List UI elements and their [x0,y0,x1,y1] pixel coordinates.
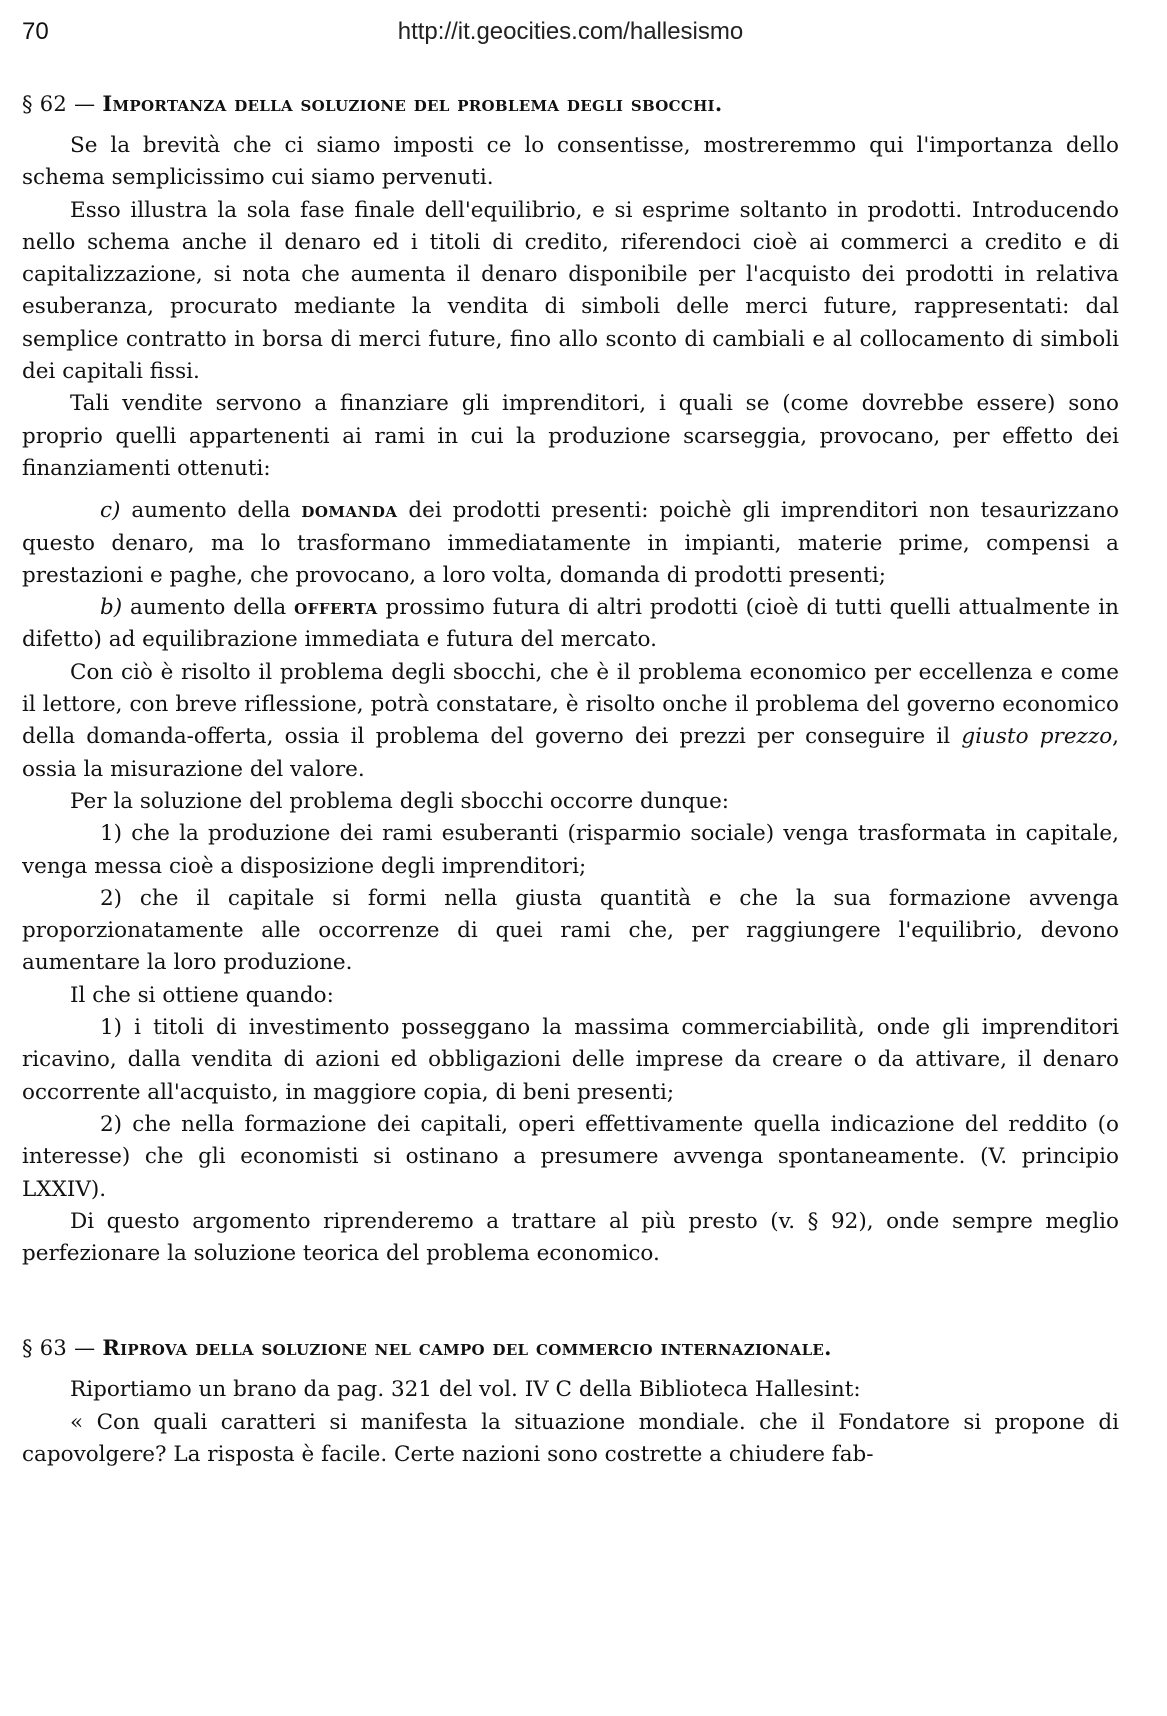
section-63-number: § 63 — [22,1336,96,1361]
paragraph: Esso illustra la sola fase finale dell'equilibrio, e si esprime soltanto in prodotti. Introducendo nello schema anche il denaro ed i titoli di credito, riferendoci cioè ai commerci a credito e di capitalizzazione, si nota che aumenta il denaro disponibile per l'acquisto dei prodotti in relativa esuberanza, procurato mediante la vendita di simboli delle merci future, rappresentati: dal semplice contratto in borsa di merci future, fino allo sconto di cambiali e al collocamento di simboli dei capitali fissi. [22,197,1119,385]
list-item: 2) che nella formazione dei capitali, operi effettivamente quella indicazione del reddito (o interesse) che gli economisti si ostinano a presumere avvenga spontaneamente. (V. principio LXXIV). [22,1111,1119,1202]
section-62-heading [22,88,1119,120]
paragraph: Se la brevità che ci siamo imposti ce lo consentisse, mostreremmo qui l'importanza dello schema semplicissimo cui siamo pervenuti. [22,133,1119,191]
paragraph: Il che si ottiene quando: [70,982,334,1008]
paragraph: Di questo argomento riprenderemo a trattare al più presto (v. § 92), onde sempre meglio perfezionare la soluzione teorica del problema economico. [22,1208,1119,1267]
list-item: 1) che la produzione dei rami esuberanti (risparmio sociale) venga trasformata in capitale, venga messa cioè a disposizione degli imprenditori; [22,821,1119,879]
section-62-title: Importanza della soluzione del problema degli sbocchi. [102,91,723,116]
section-62-number: § 62 — [22,92,96,116]
paragraph: Per la soluzione del problema degli sbocchi occorre dunque: [70,788,730,814]
keyword-offerta: offerta [294,595,378,621]
section-63-title: Riprova della soluzione nel campo del commercio internazionale. [102,1335,832,1361]
list-item: 2) che il capitale si formi nella giusta quantità e che la sua formazione avvenga proporzionatamente alle occorrenze di quei rami che, per raggiungere l'equilibrio, devono aumentare la loro produzione. [22,885,1119,976]
list-item-b: b) aumento della offerta prossimo futura di altri prodotti (cioè di tutti quelli attualmente in difetto) ad equilibrazione immediata e futura del mercato. [22,595,1119,653]
emphasis-giusto-prezzo: giusto prezzo [961,724,1113,750]
list-label: b) [100,595,123,621]
list-item: 1) i titoli di investimento posseggano la massima commerciabilità, onde gli imprenditori ricavino, dalla vendita di azioni ed obbligazioni delle imprese da creare o da attivare, il denaro occorrente all'acquisto, in maggiore copia, di beni presenti; [22,1015,1119,1105]
paragraph: Tali vendite servono a finanziare gli imprenditori, i quali se (come dovrebbe essere) sono proprio quelli appartenenti ai rami in cui la produzione scarseggia, provocano, per effetto dei finanziamenti ottenuti: [22,391,1119,481]
paragraph: Riportiamo un brano da pag. 321 del vol. IV C della Biblioteca Hallesint: [70,1377,861,1403]
page-number: 70 [22,18,49,45]
list-item-c: c) aumento della domanda dei prodotti presenti: poichè gli imprenditori non tesaurizzano questo denaro, ma lo trasformano immediatamente in impianti, materie prime, compensi a prestazioni e paghe, che provocano, a loro volta, domanda di prodotti presenti; [22,498,1119,588]
list-label: c) [100,498,121,524]
header-url: http://it.geocities.com/hallesismo [397,18,744,45]
paragraph: Con ciò è risolto il problema degli sbocchi, che è il problema economico per eccellenza e come il lettore, con breve riflessione, potrà constatare, è risolto onche il problema del governo economico della domanda-offerta, ossia il problema del governo dei prezzi per conseguire il giusto prezzo, ossia la misurazione del valore. [22,659,1119,782]
section-63-heading [22,1332,1119,1364]
keyword-domanda: domanda [301,498,398,524]
document-body [22,88,1119,1471]
running-header [22,18,1119,48]
paragraph: « Con quali caratteri si manifesta la situazione mondiale. che il Fondatore si propone di capovolgere? La risposta è facile. Certe nazioni sono costrette a chiudere fab- [22,1409,1119,1467]
